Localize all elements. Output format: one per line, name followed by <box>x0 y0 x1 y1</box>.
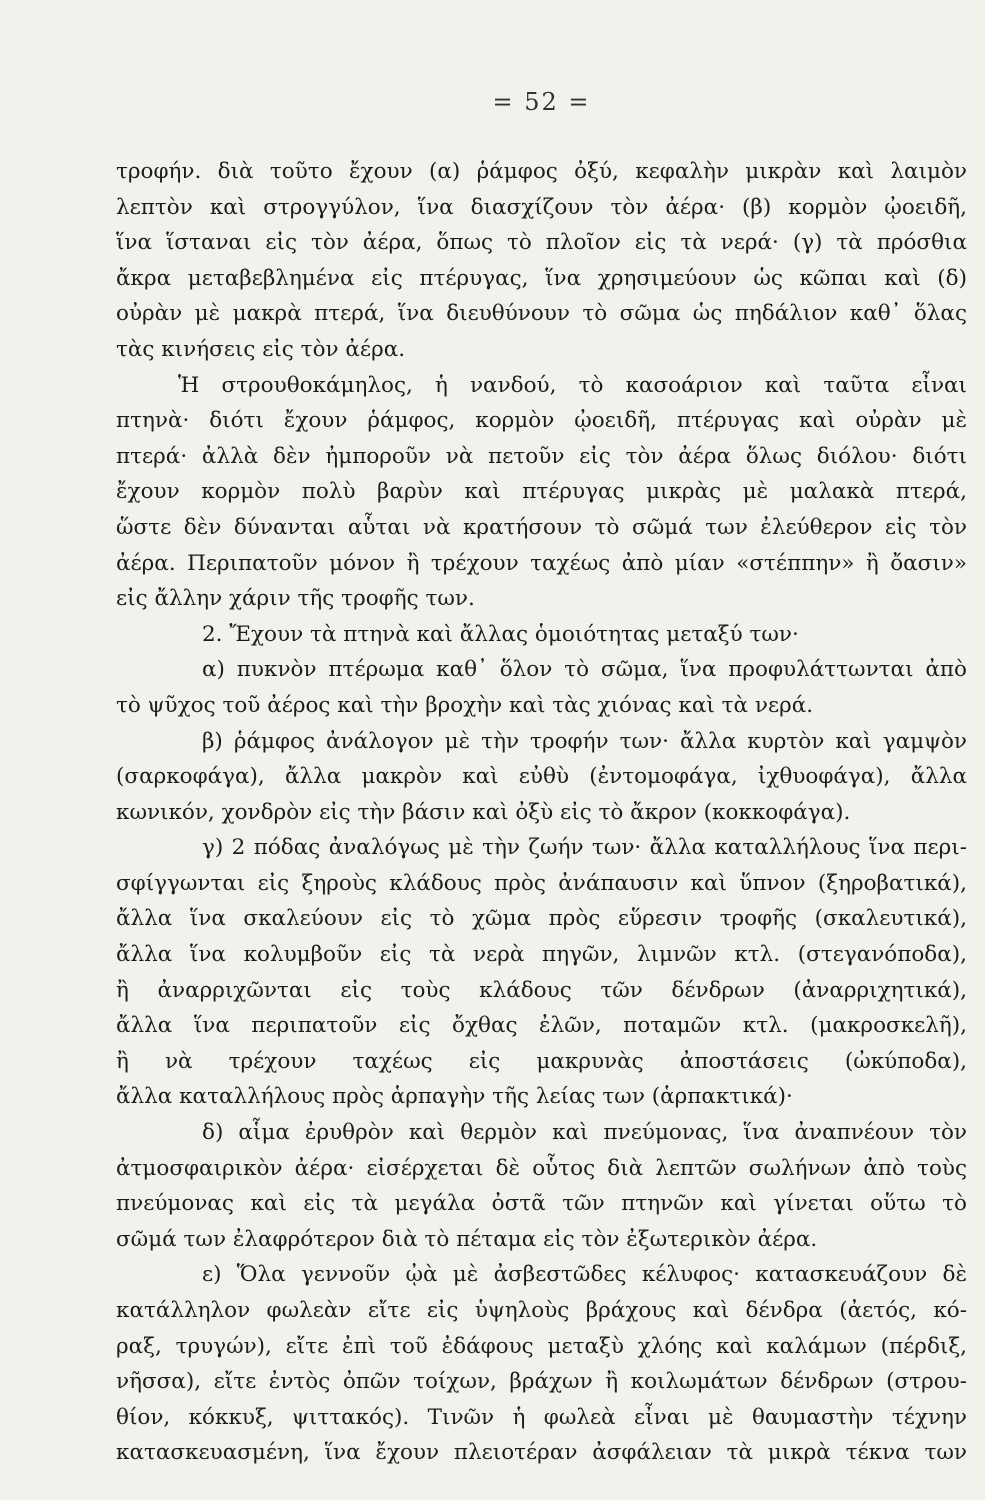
text-line: ἄλλα ἵνα σκαλεύουν εἰς τὸ χῶμα πρὸς εὕρεσιν τροφῆς (σκαλευτικά), <box>116 906 967 932</box>
text-line: θίον, κόκκυξ, ψιττακός). Τινῶν ἡ φωλεὰ εἶναι μὲ θαυμαστὴν τέχνην <box>116 1404 967 1430</box>
text-line: ἄλλα καταλλήλους πρὸς ἁρπαγὴν τῆς λείας των (ἁρπακτικά)· <box>116 1084 793 1110</box>
text-line: λεπτὸν καὶ στρογγύλον, ἵνα διασχίζουν τὸν ἀέρα· (β) κορμὸν ᾠοειδῆ, <box>116 194 967 220</box>
text-line: σφίγγωνται εἰς ξηροὺς κλάδους πρὸς ἀνάπαυσιν καὶ ὕπνον (ξηροβατικά), <box>116 870 967 896</box>
text-line: οὐρὰν μὲ μακρὰ πτερά, ἵνα διευθύνουν τὸ σῶμα ὡς πηδάλιον καθ᾽ ὅλας <box>116 301 967 327</box>
document-body <box>116 154 967 1471</box>
text-line: τροφήν. διὰ τοῦτο ἔχουν (α) ῥάμφος ὀξύ, κεφαλὴν μικρὰν καὶ λαιμὸν <box>116 159 967 184</box>
text-line: δ) αἷμα ἐρυθρὸν καὶ θερμὸν καὶ πνεύμονας, ἵνα ἀναπνέουν τὸν <box>202 1120 967 1146</box>
text-line: κατάλληλον φωλεὰν εἴτε εἰς ὑψηλοὺς βράχους καὶ δένδρα (ἀετός, κό- <box>116 1298 967 1323</box>
text-line: ὥστε δὲν δύνανται αὗται νὰ κρατήσουν τὸ σῶμά των ἐλεύθερον εἰς τὸν <box>116 514 967 540</box>
page-number: = 52 = <box>492 88 591 116</box>
text-line: β) ῥάμφος ἀνάλογον μὲ τὴν τροφήν των· ἄλλα κυρτὸν καὶ γαμψὸν <box>202 728 967 754</box>
text-line: ἄλλα ἵνα περιπατοῦν εἰς ὄχθας ἐλῶν, ποταμῶν κτλ. (μακροσκελῆ), <box>116 1013 967 1039</box>
text-line: ἄλλα ἵνα κολυμβοῦν εἰς τὰ νερὰ πηγῶν, λιμνῶν κτλ. (στεγανόποδα), <box>116 942 967 968</box>
text-line: πτερά· ἀλλὰ δὲν ἠμποροῦν νὰ πετοῦν εἰς τὸν ἀέρα ὅλως διόλου· διότι <box>116 443 967 469</box>
text-line: τὸ ψῦχος τοῦ ἀέρος καὶ τὴν βροχὴν καὶ τὰς χιόνας καὶ τὰ νερά. <box>116 692 814 718</box>
text-line: ἢ ἀναρριχῶνται εἰς τοὺς κλάδους τῶν δένδρων (ἀναρριχητικά), <box>116 977 967 1003</box>
text-line: πνεύμονας καὶ εἰς τὰ μεγάλα ὀστᾶ τῶν πτηνῶν καὶ γίνεται οὕτω τὸ <box>116 1191 967 1217</box>
text-line: τὰς κινήσεις εἰς τὸν ἀέρα. <box>116 336 406 362</box>
text-line: 2. Ἔχουν τὰ πτηνὰ καὶ ἄλλας ὁμοιότητας μεταξύ των· <box>202 621 799 647</box>
text-line: κωνικόν, χονδρὸν εἰς τὴν βάσιν καὶ ὀξὺ εἰς τὸ ἄκρον (κοκκοφάγα). <box>116 799 851 825</box>
text-line: Ἡ στρουθοκάμηλος, ἡ νανδού, τὸ κασοάριον καὶ ταῦτα εἶναι <box>178 372 967 398</box>
text-line: ραξ, τρυγών), εἴτε ἐπὶ τοῦ ἐδάφους μεταξὺ χλόης καὶ καλάμων (πέρδιξ, <box>116 1333 967 1359</box>
text-line: ε) Ὅλα γεννοῦν ᾠὰ μὲ ἀσβεστῶδες κέλυφος· κατασκευάζουν δὲ <box>202 1262 967 1288</box>
text-line: ἀτμοσφαιρικὸν ἀέρα· εἰσέρχεται δὲ οὗτος διὰ λεπτῶν σωλήνων ἀπὸ τοὺς <box>116 1155 967 1181</box>
text-line: νῆσσα), εἴτε ἐντὸς ὀπῶν τοίχων, βράχων ἢ κοιλωμάτων δένδρων (στρου- <box>116 1369 967 1395</box>
text-line: α) πυκνὸν πτέρωμα καθ᾽ ὅλον τὸ σῶμα, ἵνα προφυλάττωνται ἀπὸ <box>202 657 967 683</box>
text-line: ἔχουν κορμὸν πολὺ βαρὺν καὶ πτέρυγας μικρὰς μὲ μαλακὰ πτερά, <box>116 479 967 505</box>
text-line: πτηνὰ· διότι ἔχουν ῥάμφος, κορμὸν ᾠοειδῆ, πτέρυγας καὶ οὐρὰν μὲ <box>116 408 967 434</box>
text-line: ἀέρα. Περιπατοῦν μόνον ἢ τρέχουν ταχέως ἀπὸ μίαν «στέππην» ἢ ὄασιν» <box>116 550 967 576</box>
text-line: σῶμά των ἐλαφρότερον διὰ τὸ πέταμα εἰς τὸν ἐξωτερικὸν ἀέρα. <box>116 1226 818 1252</box>
text-line: ἢ νὰ τρέχουν ταχέως εἰς μακρυνὰς ἀποστάσεις (ὠκύποδα), <box>116 1048 967 1074</box>
text-line: (σαρκοφάγα), ἄλλα μακρὸν καὶ εὐθὺ (ἐντομοφάγα, ἰχθυοφάγα), ἄλλα <box>116 764 967 790</box>
text-line: ἄκρα μεταβεβλημένα εἰς πτέρυγας, ἵνα χρησιμεύουν ὡς κῶπαι καὶ (δ) <box>116 265 967 291</box>
text-line: εἰς ἄλλην χάριν τῆς τροφῆς των. <box>116 586 475 612</box>
text-line: ἵνα ἵσταναι εἰς τὸν ἀέρα, ὅπως τὸ πλοῖον εἰς τὰ νερά· (γ) τὰ πρόσθια <box>116 230 967 256</box>
text-line: κατασκευασμένη, ἵνα ἔχουν πλειοτέραν ἀσφάλειαν τὰ μικρὰ τέκνα των <box>116 1440 967 1466</box>
text-line: γ) 2 πόδας ἀναλόγως μὲ τὴν ζωήν των· ἄλλα καταλλήλους ἵνα περι- <box>202 835 967 861</box>
